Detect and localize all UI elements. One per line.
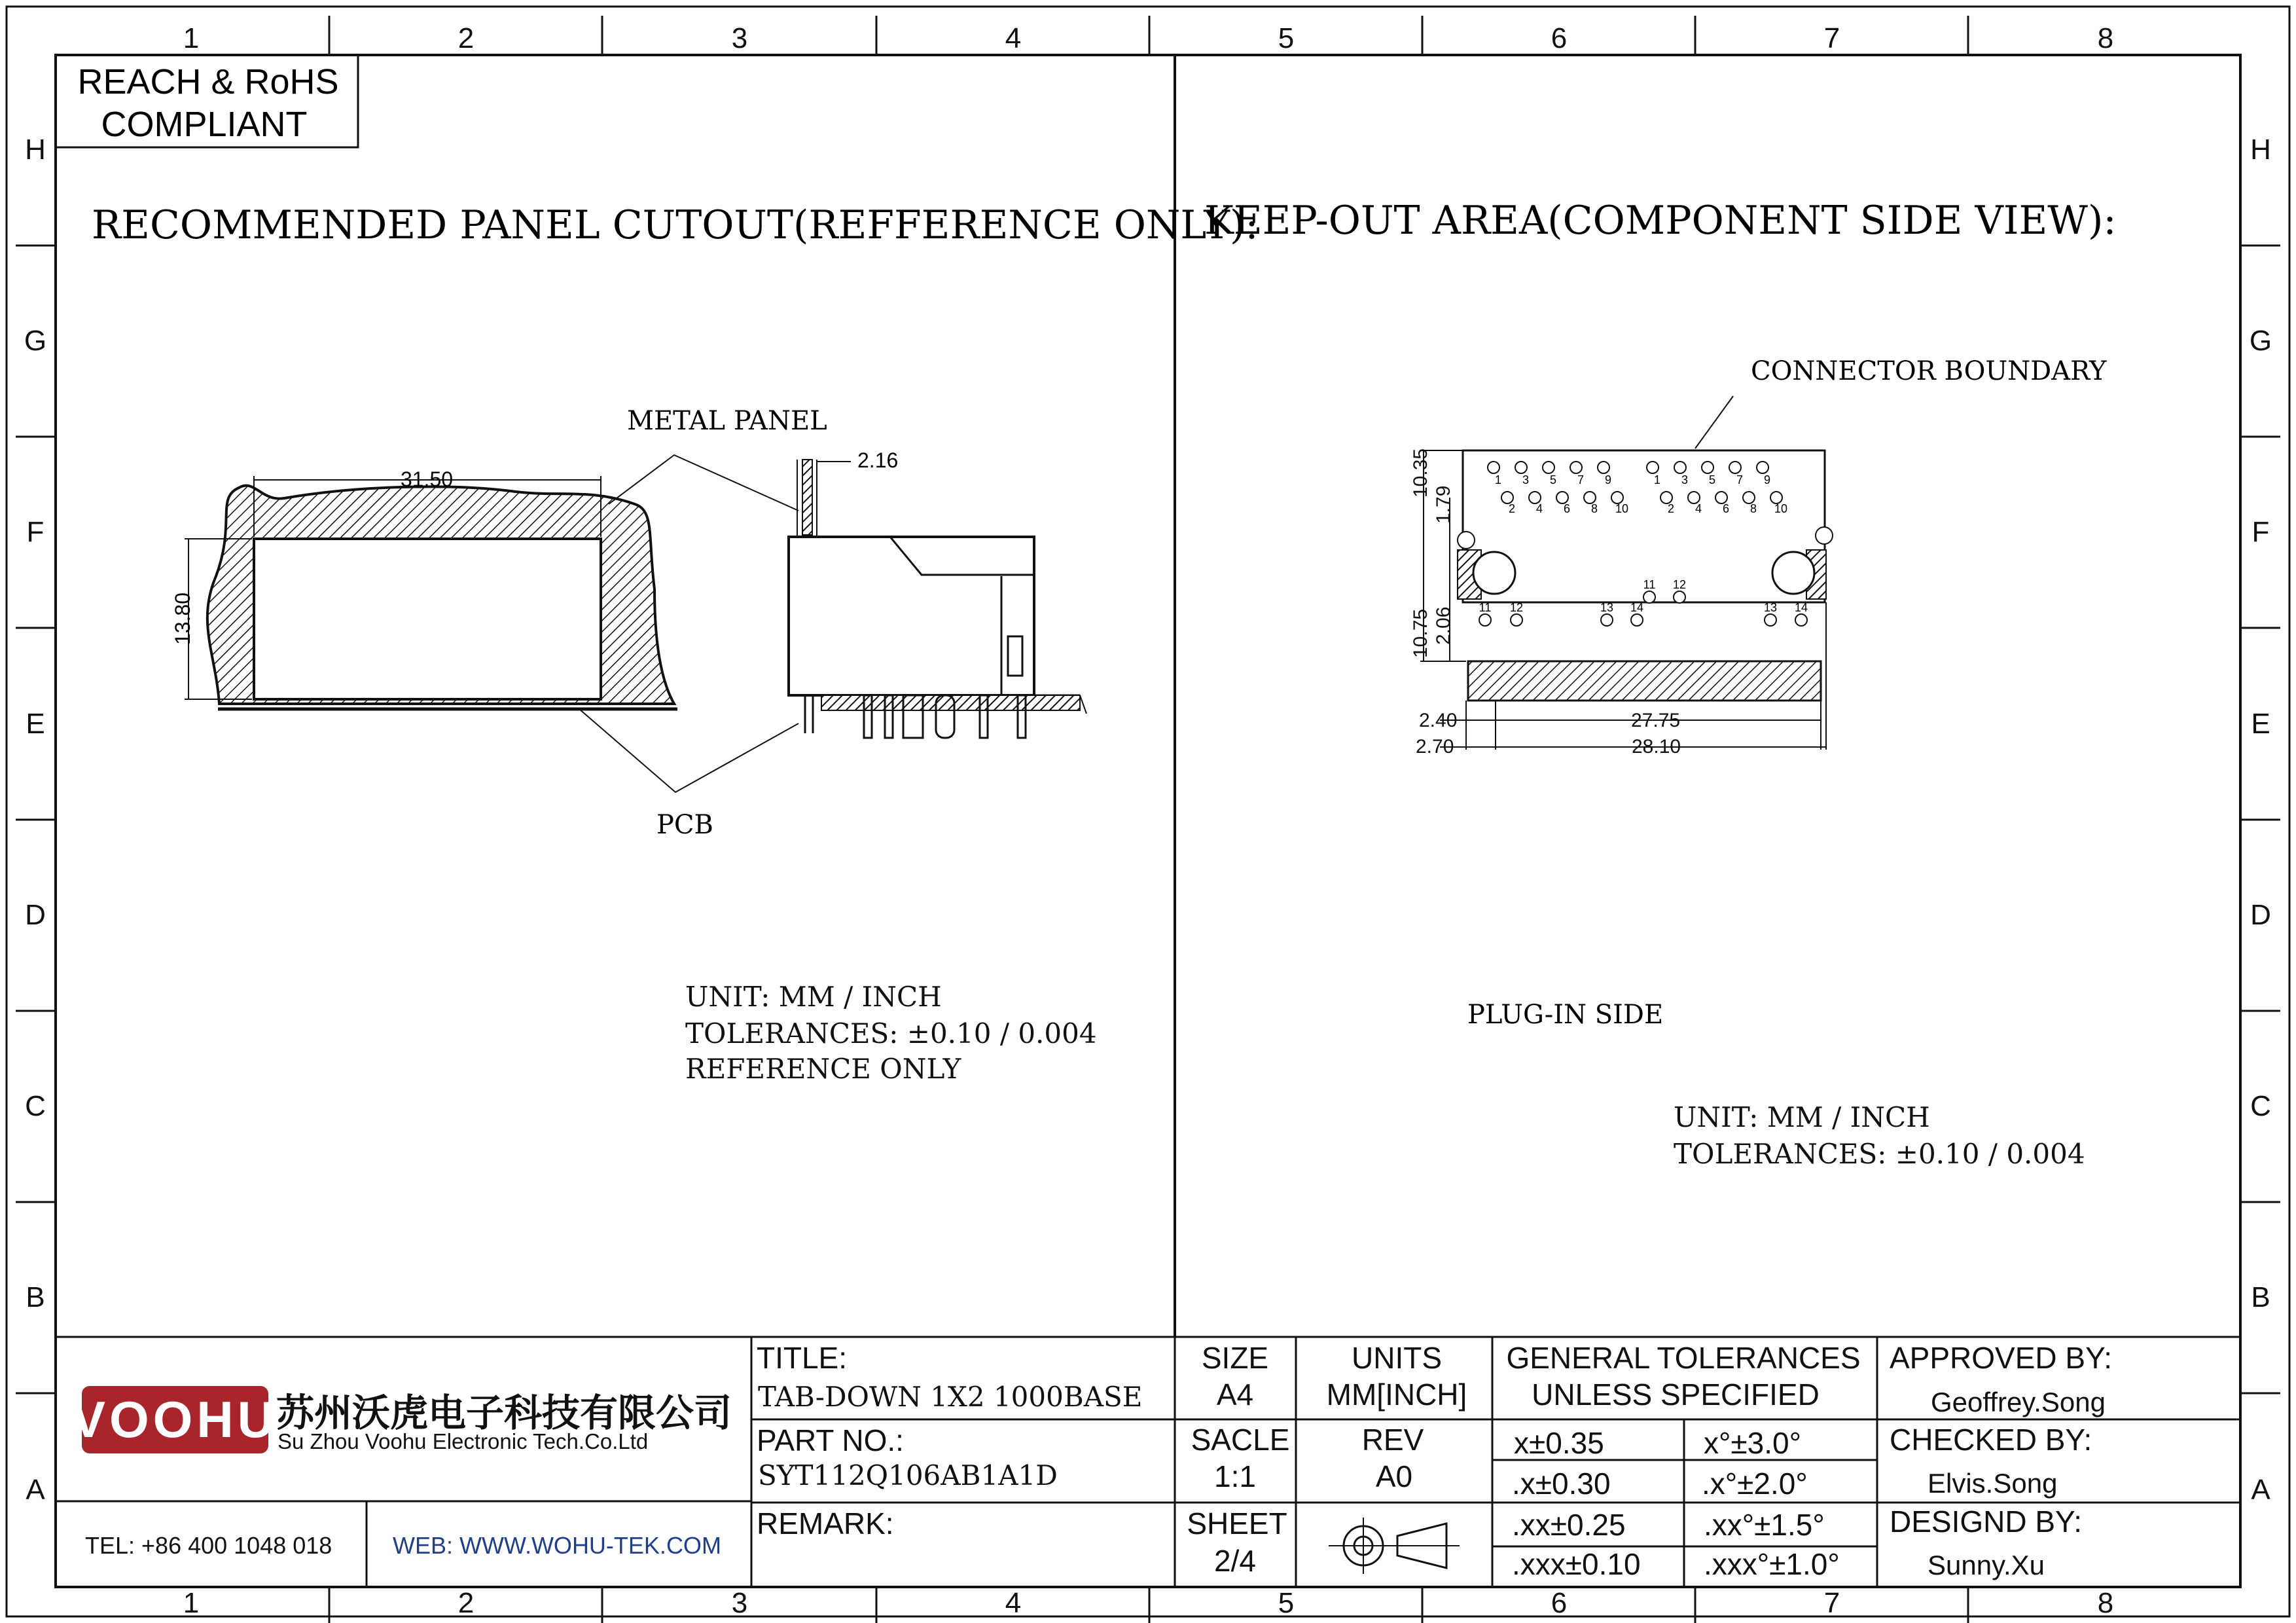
pcb-label: PCB <box>656 810 713 840</box>
sheet-label: SHEET <box>1187 1506 1287 1541</box>
pin-number: 12 <box>1672 578 1687 591</box>
row-label: B <box>2251 1281 2270 1313</box>
pin-hole <box>1765 614 1776 626</box>
col-label: 2 <box>457 22 475 54</box>
sheet-value: 2/4 <box>1214 1544 1256 1578</box>
dim-width: 31.50 <box>400 467 454 491</box>
dim-height: 13.80 <box>171 592 194 646</box>
tol-linear-2: .xx±0.25 <box>1512 1508 1626 1542</box>
logo-text: VOOHU <box>71 1391 279 1448</box>
compliance-line2: COMPLIANT <box>101 105 308 144</box>
row-label: G <box>24 325 47 357</box>
pin-hole <box>1757 462 1768 473</box>
pin-hole <box>1795 614 1807 626</box>
pin-number: 11 <box>1643 578 1656 591</box>
plug-in-side-label: PLUG-IN SIDE <box>1467 1000 1664 1030</box>
pin-number: 14 <box>1794 601 1808 614</box>
company-name-en: Su Zhou Voohu Electronic Tech.Co.Ltd <box>278 1429 649 1453</box>
pin-number: 13 <box>1763 601 1778 614</box>
tol-angular-0: x°±3.0° <box>1704 1426 1801 1460</box>
pin-number: 11 <box>1479 601 1492 614</box>
compliance-box <box>56 55 358 147</box>
pin-hole <box>1674 462 1686 473</box>
pin-number: 1 <box>1494 473 1502 486</box>
col-label: 7 <box>1823 1587 1840 1619</box>
checked-label: CHECKED BY: <box>1890 1423 2092 1457</box>
keep-out-footprint <box>1458 450 1833 701</box>
pin-number: 3 <box>1522 473 1530 486</box>
title-label: TITLE: <box>757 1341 848 1375</box>
pin-hole <box>1729 462 1741 473</box>
row-label: E <box>26 708 45 740</box>
size-value: A4 <box>1216 1377 1254 1412</box>
website-link[interactable]: WEB: WWW.WOHU-TEK.COM <box>393 1532 721 1559</box>
col-label: 4 <box>1005 1587 1022 1619</box>
row-label: F <box>2251 516 2270 548</box>
pin-hole <box>1511 614 1522 626</box>
col-label: 1 <box>183 22 200 54</box>
pin-hole <box>1631 614 1643 626</box>
pin-hole <box>1647 462 1659 473</box>
col-label: 6 <box>1551 1587 1568 1619</box>
row-label: B <box>26 1281 45 1313</box>
col-label: 5 <box>1278 1587 1295 1619</box>
pin-hole <box>1515 462 1527 473</box>
units-label: UNITS <box>1352 1341 1442 1375</box>
checked-value: Elvis.Song <box>1928 1468 2058 1499</box>
pin-number: 2 <box>1667 502 1675 515</box>
units-value: MM[INCH] <box>1326 1377 1467 1412</box>
col-label: 6 <box>1551 22 1568 54</box>
row-label: H <box>2250 134 2271 166</box>
pin-number: 4 <box>1695 502 1702 515</box>
pin-number: 5 <box>1549 473 1557 486</box>
row-label: E <box>2251 708 2270 740</box>
title-value: TAB-DOWN 1X2 1000BASE <box>758 1381 1143 1413</box>
pin-number: 1 <box>1653 473 1661 486</box>
border-row-ticks <box>16 246 2280 1393</box>
connector-side-view <box>789 460 1086 738</box>
row-label: F <box>26 516 45 548</box>
tol-linear-0: x±0.35 <box>1514 1426 1604 1460</box>
dim-2-40: 2.40 <box>1419 710 1458 731</box>
dim-panel-thickness: 2.16 <box>857 448 899 472</box>
col-label: 3 <box>731 22 748 54</box>
part-no-value: SYT112Q106AB1A1D <box>758 1459 1058 1491</box>
pin-number: 6 <box>1722 502 1730 515</box>
scale-value: 1:1 <box>1214 1459 1256 1493</box>
pin-number: 6 <box>1563 502 1571 515</box>
pin-number: 7 <box>1577 473 1585 486</box>
row-label: C <box>2250 1090 2271 1122</box>
size-label: SIZE <box>1201 1341 1269 1375</box>
row-label: H <box>25 134 46 166</box>
row-label: A <box>26 1474 45 1506</box>
col-label: 4 <box>1005 22 1022 54</box>
pin-number: 7 <box>1736 473 1744 486</box>
gen-tol-line2: UNLESS SPECIFIED <box>1532 1377 1820 1412</box>
dim-2-06: 2.06 <box>1433 606 1454 645</box>
pin-number: 14 <box>1630 601 1644 614</box>
col-label: 5 <box>1278 22 1295 54</box>
part-no-label: PART NO.: <box>757 1423 904 1457</box>
dim-10-75: 10.75 <box>1410 608 1431 658</box>
col-label: 1 <box>183 1587 200 1619</box>
col-label: 2 <box>457 1587 475 1619</box>
pin-hole <box>1570 462 1582 473</box>
left-notes <box>685 981 1097 1085</box>
left-note-reference: REFERENCE ONLY <box>685 1053 961 1085</box>
pin-hole <box>1479 614 1491 626</box>
dim-27-75: 27.75 <box>1631 710 1681 731</box>
metal-panel-label: METAL PANEL <box>627 406 827 436</box>
pin-number: 12 <box>1509 601 1524 614</box>
border-labels <box>24 22 2272 1619</box>
pin-hole <box>1702 462 1713 473</box>
col-label: 8 <box>2097 22 2114 54</box>
scale-label: SACLE <box>1191 1423 1290 1457</box>
col-label: 7 <box>1823 22 1840 54</box>
left-view-heading: RECOMMENDED PANEL CUTOUT(REFFERENCE ONLY): <box>92 202 1259 248</box>
row-label: C <box>25 1090 46 1122</box>
dim-1-79: 1.79 <box>1433 485 1454 524</box>
pin-number: 9 <box>1604 473 1612 486</box>
pin-hole <box>1643 591 1655 603</box>
company-name-cn: 苏州沃虎电子科技有限公司 <box>276 1392 732 1434</box>
pin-number: 2 <box>1508 502 1516 515</box>
pin-hole <box>1601 614 1613 626</box>
tol-angular-1: .x°±2.0° <box>1702 1467 1808 1501</box>
pin-hole <box>1598 462 1609 473</box>
remark-label: REMARK: <box>757 1506 894 1541</box>
right-notes <box>1674 1101 2085 1170</box>
pin-number: 10 <box>1615 502 1629 515</box>
pin-number: 4 <box>1535 502 1543 515</box>
pin-number: 8 <box>1590 502 1598 515</box>
projection-symbol-icon <box>1329 1518 1460 1574</box>
pin-hole <box>1488 462 1499 473</box>
row-label: G <box>2249 325 2272 357</box>
pin-number: 5 <box>1708 473 1716 486</box>
tol-angular-2: .xx°±1.5° <box>1704 1508 1825 1542</box>
pin-hole <box>1543 462 1554 473</box>
pin-number: 3 <box>1681 473 1689 486</box>
rev-label: REV <box>1361 1423 1424 1457</box>
pin-number: 9 <box>1763 473 1771 486</box>
left-note-tolerances: TOLERANCES: ±0.10 / 0.004 <box>685 1017 1097 1049</box>
tol-angular-3: .xxx°±1.0° <box>1704 1547 1840 1581</box>
dim-10-35: 10.35 <box>1410 448 1431 498</box>
designed-label: DESIGND BY: <box>1890 1504 2082 1539</box>
col-label: 3 <box>731 1587 748 1619</box>
gen-tol-line1: GENERAL TOLERANCES <box>1506 1341 1861 1375</box>
col-label: 8 <box>2097 1587 2114 1619</box>
tol-linear-3: .xxx±0.10 <box>1512 1547 1641 1581</box>
right-note-unit: UNIT: MM / INCH <box>1674 1101 1930 1133</box>
dim-28-10: 28.10 <box>1632 736 1681 757</box>
connector-boundary-label: CONNECTOR BOUNDARY <box>1751 356 2107 386</box>
tel: TEL: +86 400 1048 018 <box>85 1532 332 1559</box>
approved-value: Geoffrey.Song <box>1931 1387 2106 1417</box>
right-view-heading: KEEP-OUT AREA(COMPONENT SIDE VIEW): <box>1204 198 2117 244</box>
company-logo <box>71 1386 278 1453</box>
compliance-line1: REACH & RoHS <box>77 62 339 101</box>
left-note-unit: UNIT: MM / INCH <box>685 981 942 1013</box>
row-label: A <box>2251 1474 2270 1506</box>
row-label: D <box>2250 899 2271 931</box>
row-label: D <box>25 899 46 931</box>
pin-hole <box>1674 591 1685 603</box>
rev-value: A0 <box>1375 1459 1413 1493</box>
boundary-leader <box>1695 396 1733 448</box>
designed-value: Sunny.Xu <box>1928 1550 2045 1580</box>
panel-cutout-drawing <box>185 476 677 709</box>
dim-2-70: 2.70 <box>1416 736 1454 757</box>
tol-linear-1: .x±0.30 <box>1512 1467 1611 1501</box>
pin-number: 13 <box>1600 601 1614 614</box>
right-note-tolerances: TOLERANCES: ±0.10 / 0.004 <box>1674 1138 2085 1170</box>
pin-number: 8 <box>1749 502 1757 515</box>
pin-number: 10 <box>1774 502 1788 515</box>
approved-label: APPROVED BY: <box>1890 1341 2113 1375</box>
